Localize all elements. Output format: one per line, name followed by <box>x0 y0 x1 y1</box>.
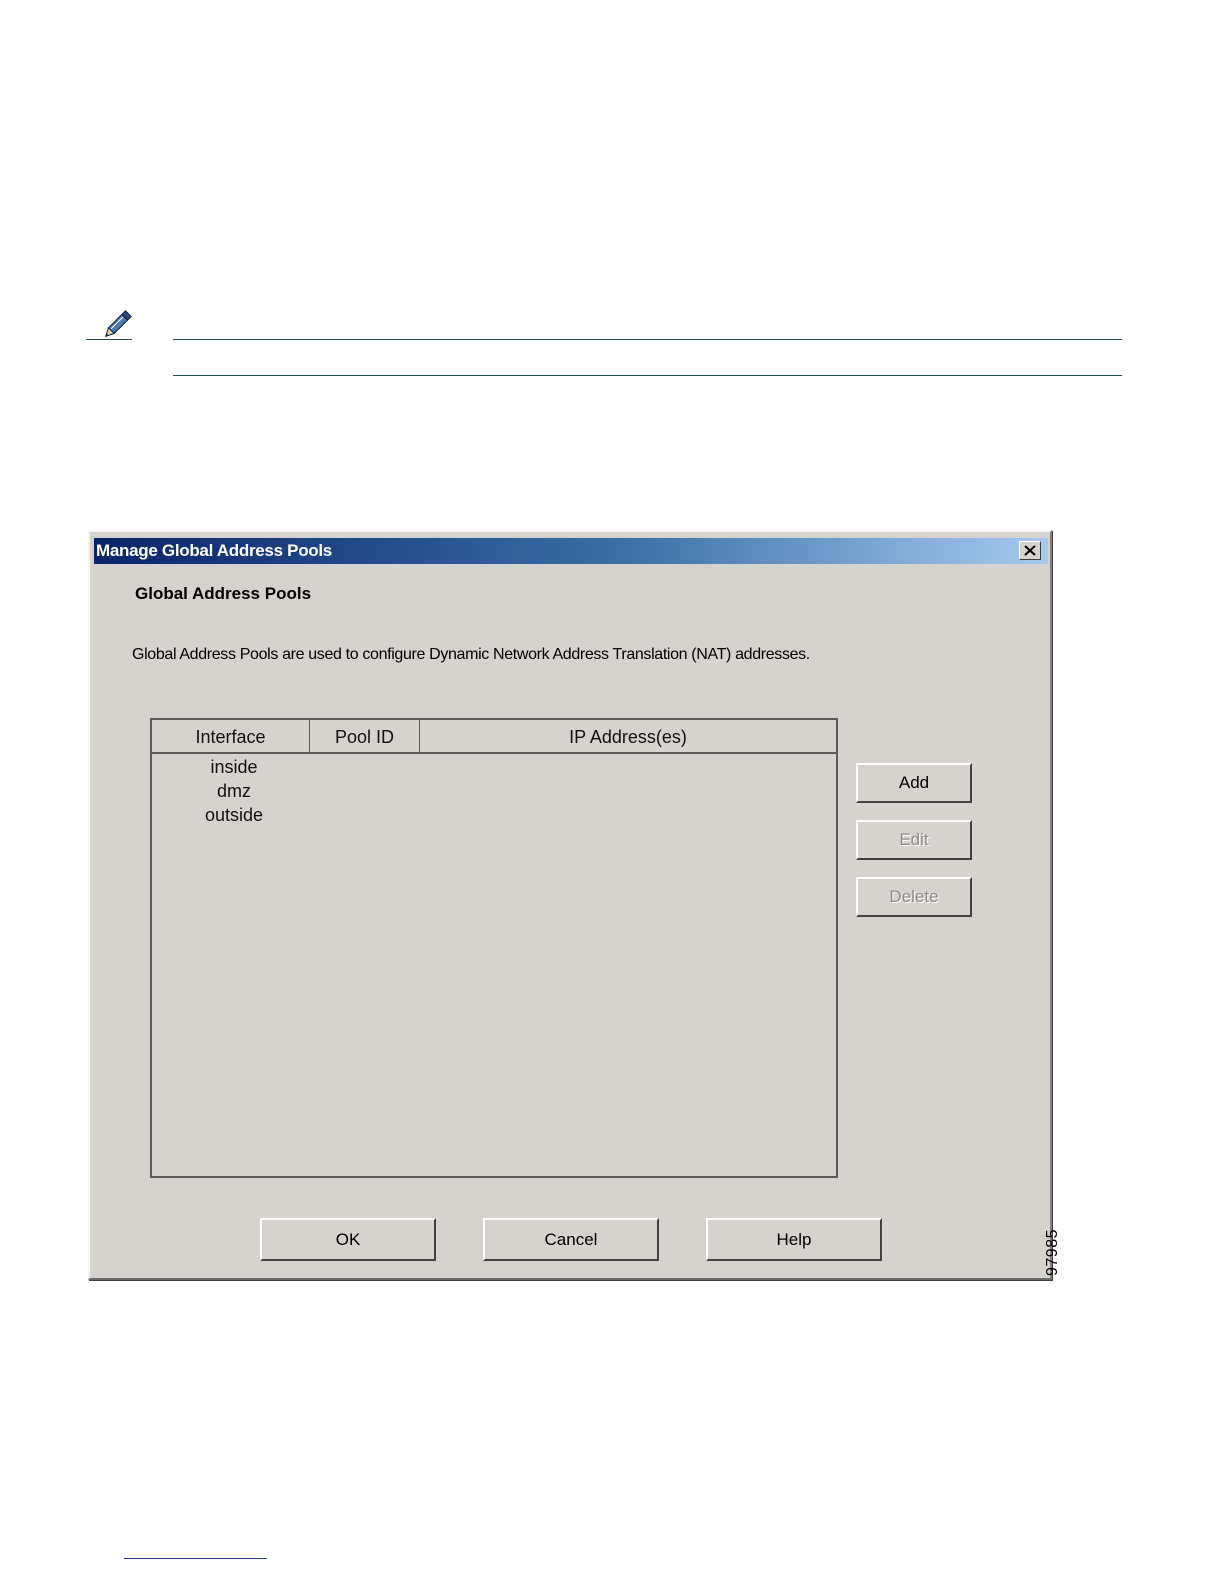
dialog-title: Manage Global Address Pools <box>96 541 332 560</box>
manage-global-address-pools-dialog <box>88 530 1052 1280</box>
delete-button[interactable]: Delete <box>856 877 972 917</box>
cell-ip-addresses <box>426 803 836 827</box>
note-icon-underline <box>86 339 132 340</box>
note-rule-top <box>173 339 1122 340</box>
cell-interface: outside <box>204 805 264 825</box>
cell-pool-id <box>316 779 426 803</box>
table-header <box>152 720 836 754</box>
cell-ip-addresses <box>426 755 836 779</box>
add-button[interactable]: Add <box>856 763 972 803</box>
table-row[interactable] <box>152 755 836 779</box>
cell-interface: dmz <box>216 781 251 801</box>
pencil-icon <box>100 308 134 342</box>
close-button[interactable] <box>1019 541 1041 560</box>
pools-table[interactable] <box>150 718 838 1178</box>
footnote-rule <box>124 1558 267 1559</box>
cell-pool-id <box>316 803 426 827</box>
column-header-pool-id[interactable]: Pool ID <box>310 720 420 752</box>
cell-pool-id <box>316 755 426 779</box>
close-icon <box>1024 545 1036 556</box>
note-rule-bottom <box>173 375 1122 376</box>
cell-interface: inside <box>210 757 258 777</box>
ok-button[interactable]: OK <box>260 1218 436 1261</box>
help-button[interactable]: Help <box>706 1218 882 1261</box>
column-header-ip-addresses[interactable]: IP Address(es) <box>569 727 687 747</box>
edit-button[interactable]: Edit <box>856 820 972 860</box>
table-body <box>152 755 836 827</box>
table-row[interactable] <box>152 803 836 827</box>
section-title: Global Address Pools <box>135 584 312 603</box>
table-row[interactable] <box>152 779 836 803</box>
cancel-button[interactable]: Cancel <box>483 1218 659 1261</box>
column-header-interface[interactable]: Interface <box>152 720 310 752</box>
cell-ip-addresses <box>426 779 836 803</box>
figure-number: 97985 <box>1044 1229 1061 1276</box>
title-bar[interactable] <box>94 538 1048 564</box>
description-text: Global Address Pools are used to configure Dynamic Network Address Translation (NAT) addresses. <box>132 646 810 663</box>
